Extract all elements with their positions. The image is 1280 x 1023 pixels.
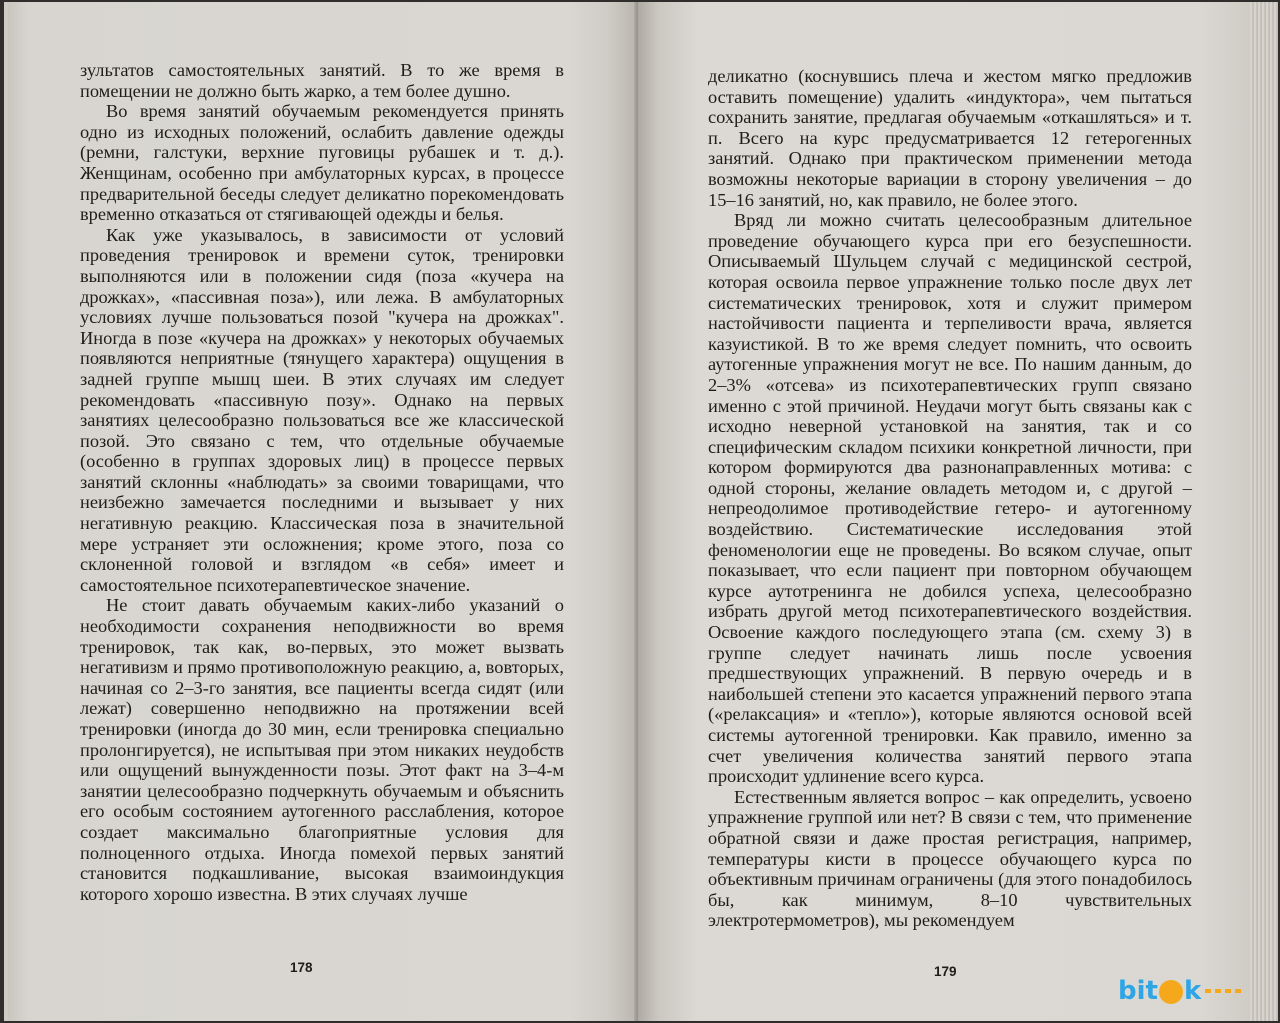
dots-decoration: [1205, 989, 1245, 993]
coin-icon: [1159, 980, 1183, 1004]
right-page: [638, 2, 1250, 1021]
watermark-text-post: k: [1183, 976, 1202, 1006]
paragraph: Естественным является вопрос – как определить, усвоено упражнение группой или нет? В связи с тем, что применение обратной связи и даже простая регистрация, например, температуры кисти в процессе обучающего курса по объективным причинам ограничены (для этого понадобилось бы, как минимум, 8–10 чувствительных электротермометров), мы рекомендуем: [708, 786, 1192, 931]
left-page: [8, 2, 638, 1021]
paragraph: Как уже указывалось, в зависимости от условий проведения тренировок и времени суток, тренировки выполняются или в положении сидя (поза «кучера на дрожках», «пассивная поза»), или лежа. В амбулаторных условиях лучше пользоваться позой "кучера на дрожках". Иногда в позе «кучера на дрожках» у некоторых обучаемых появляются неприятные (тянущего характера) ощущения в задней группе мышц шеи. В этих случаях им следует рекомендовать «пассивную позу». Однако на первых занятиях целесообразно пользоваться все же классической позой. Это связано с тем, что отдельные обучаемые (особенно в группах здоровых лиц) в процессе первых занятий склонны «наблюдать» за своими товарищами, что неизбежно замечается последними и вызывает у них негативную реакцию. Классическая поза в значительной мере устраняет эти осложнения; кроме этого, поза со склоненной головой и взглядом «в себя» имеет и самостоятельное психотерапевтическое значение.: [80, 224, 564, 595]
paragraph: зультатов самостоятельных занятий. В то же время в помещении не должно быть жарко, а тем более душно.: [80, 60, 564, 101]
watermark-logo: [1118, 976, 1245, 1006]
page-edges: [1250, 2, 1278, 1021]
open-book: [4, 2, 1278, 1021]
paragraph: Не стоит давать обучаемым каких-либо указаний о необходимости сохранения неподвижности во время тренировок, так как, во-первых, это может вызвать негативизм и прямо противоположную реакцию, а, вовторых, начиная со 2–3-го занятия, все пациенты всегда сидят (или лежат) совершенно неподвижно на протяжении всей тренировки (иногда до 30 мин, если тренировка специально пролонгируется), не испытывая при этом никаких неудобств или ощущений вынужденности позы. Этот факт на 3–4-м занятии целесообразно подчеркнуть обучаемым и объяснить его особым состоянием аутогенного расслабления, которое создает максимально благоприятные условия для полноценного отдыха. Иногда помехой первых занятий становится подкашливание, высокая взаимоиндукция которого хорошо известна. В этих случаях лучше: [80, 595, 564, 904]
paragraph: Во время занятий обучаемым рекомендуется принять одно из исходных положений, ослабить давление одежды (ремни, галстуки, верхние пуговицы рубашек и т. д.). Женщинам, особенно при амбулаторных курсах, в процессе предварительной беседы следует деликатно порекомендовать временно отказаться от стягивающей одежды и белья.: [80, 101, 564, 225]
watermark-text-pre: bit: [1118, 976, 1158, 1006]
page-number: 179: [934, 964, 957, 979]
right-page-text: [708, 66, 1192, 931]
left-page-text: [80, 60, 564, 904]
paragraph: деликатно (коснувшись плеча и жестом мягко предложив оставить помещение) удалить «индуктора», чем пытаться сохранить занятие, предлагая обучаемым «откашляться» и т. п. Всего на курс предусматривается 12 гетерогенных занятий. Однако при практическом применении метода возможны некоторые вариации в сторону увеличения – до 15–16 занятий, но, как правило, не более этого.: [708, 66, 1192, 210]
page-number: 178: [290, 960, 313, 975]
paragraph: Вряд ли можно считать целесообразным длительное проведение обучающего курса при его безуспешности. Описываемый Шульцем случай с медицинской сестрой, которая освоила первое упражнение только после двух лет систематических тренировок, хотя и служит примером настойчивости пациента и терпеливости врача, является казуистикой. В то же время следует помнить, что освоить аутогенные упражнения могут не все. По нашим данным, до 2–3% «отсева» из психотерапевтических групп связано именно с этой причиной. Неудачи могут быть связаны как с исходно неверной установкой на занятия, так и со специфическим складом психики конкретной личности, при котором формируются два разнонаправленных мотива: с одной стороны, желание овладеть методом и, с другой – непреодолимое противодействие гетеро- и аутогенному воздействию. Систематические исследования этой феноменологии еще не проведены. Во всяком случае, опыт показывает, что если пациент при повторном обучающем курсе аутотренинга не добился успеха, целесообразно избрать другой метод психотерапевтического воздействия. Освоение каждого последующего этапа (см. схему 3) в группе следует начинать лишь после усвоения предшествующих упражнений. В первую очередь и в наибольшей степени это касается упражнений первого этапа («релаксация» и «тепло»), которые являются основой всей системы аутогенной тренировки. Как правило, именно за счет увеличения количества занятий первого этапа происходит удлинение всего курса.: [708, 210, 1192, 787]
